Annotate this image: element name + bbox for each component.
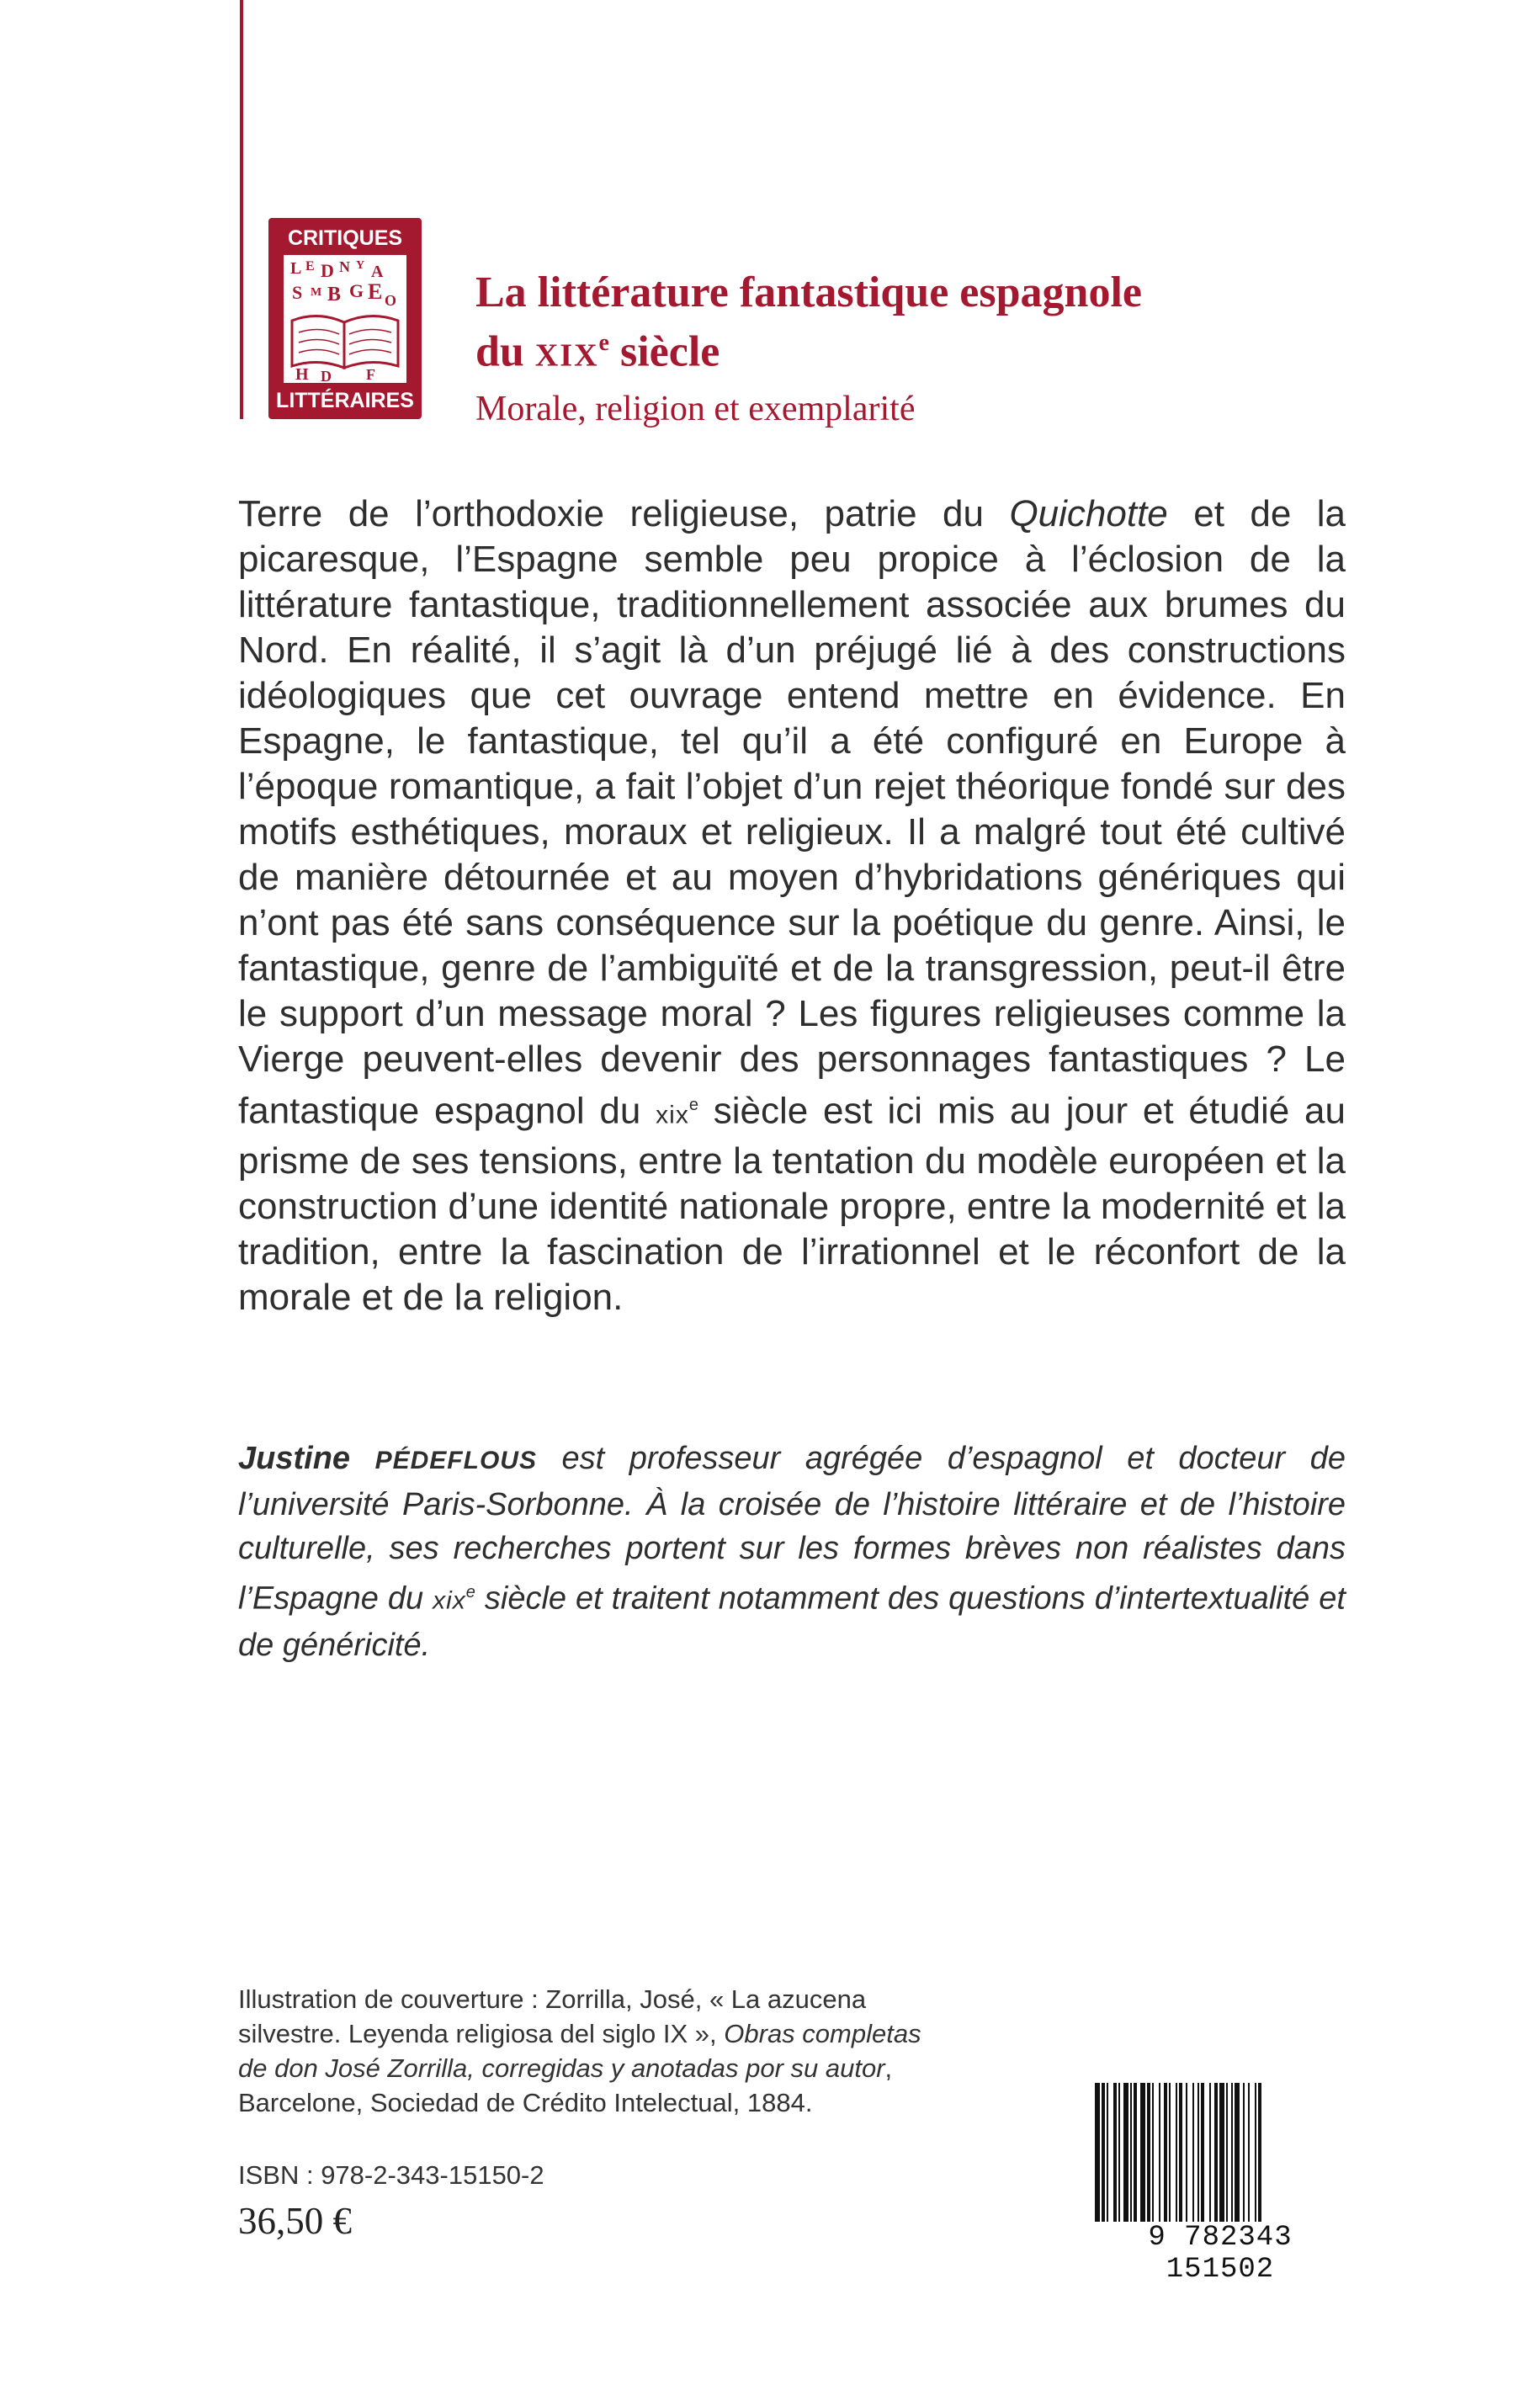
credit-text-1: Illustration de couverture : Zorrilla, José, « La azucena silvestre. Leyenda religiosa del siglo IX »,	[238, 1984, 867, 2048]
book-title-line1: La littérature fantastique espagnole	[475, 268, 1142, 316]
title-century: XIX	[534, 337, 599, 374]
svg-text:G: G	[349, 280, 364, 301]
svg-text:O: O	[385, 292, 397, 309]
title-siecle: siècle	[608, 327, 720, 376]
blurb-text-1: Terre de l’orthodoxie religieuse, patrie du	[238, 493, 1010, 534]
svg-text:D: D	[321, 368, 332, 383]
bio-century-sup: e	[465, 1583, 475, 1602]
svg-text:Y: Y	[356, 259, 365, 272]
author-name	[238, 1441, 537, 1476]
svg-text:F: F	[366, 366, 375, 383]
blurb-text-2: et de la picaresque, l’Espagne semble peu propice à l’éclosion de la littérature fantastique, traditionnellement associée aux brumes du Nord. En réalité, il s’agit là d’un préjugé lié à des constructions idéologiques que cet ouvrage entend mettre en évidence. En Espagne, le fantastique, tel qu’il a été configuré en Europe à l’époque romantique, a fait l’objet d’un rejet théorique fondé sur des motifs esthétiques, moraux et religieux. Il a malgré tout été cultivé de manière détournée et au moyen d’hybridations génériques qui n’ont pas été sans conséquence sur la poétique du genre. Ainsi, le fantastique, genre de l’ambiguïté et de la transgression, peut-il être le support d’un message moral ? Les figures religieuses comme la Vierge peuvent-elles devenir des personnages fantastiques ? Le fantastique espagnol du	[238, 493, 1346, 1132]
back-cover-blurb	[238, 491, 1346, 1320]
svg-text:E: E	[368, 279, 383, 304]
logo-top-text: CRITIQUES	[287, 226, 403, 250]
title-du: du	[475, 327, 535, 376]
svg-text:E: E	[305, 259, 315, 274]
collection-logo	[268, 218, 422, 419]
credit-italic: Obras completas de don José Zorrilla, corregidas y anotadas por su autor	[238, 2019, 921, 2083]
logo-bottom-text: LITTÉRAIRES	[276, 389, 414, 412]
svg-text:S: S	[292, 282, 303, 303]
bio-text-2: siècle et traitent notamment des questions d’intertextualité et de généricité.	[238, 1580, 1346, 1663]
cover-illustration-credit	[238, 1982, 945, 2120]
svg-text:M: M	[311, 286, 322, 299]
author-first-name: Justine	[238, 1441, 375, 1476]
open-book-icon	[284, 255, 406, 383]
bio-text-1: est professeur agrégée d’espagnol et docteur de l’université Paris-Sorbonne. À la croisée de l’histoire littéraire et de l’histoire culturelle, ses recherches portent sur les formes brèves non réalistes dans l’Espagne du	[238, 1441, 1346, 1617]
svg-text:A: A	[371, 263, 384, 281]
blurb-century-sup: e	[688, 1096, 698, 1114]
book-subtitle: Morale, religion et exemplarité	[475, 390, 916, 429]
isbn: ISBN : 978-2-343-15150-2	[238, 2160, 544, 2190]
blurb-century: xix	[656, 1101, 689, 1129]
bio-century: xix	[433, 1586, 466, 1615]
svg-text:D: D	[321, 260, 334, 281]
svg-text:N: N	[339, 258, 350, 275]
blurb-text-3: siècle est ici mis au jour et étudié au prisme de ses tensions, entre la tentation du modèle européen et la construction d’une identité nationale propre, entre la modernité et la tradition, entre la fascination de l’irrationnel et le réconfort de la morale et de la religion.	[238, 1090, 1346, 1318]
svg-text:B: B	[327, 284, 342, 305]
spine-accent-line	[240, 0, 243, 419]
author-bio	[238, 1437, 1346, 1667]
author-last-name: PÉDEFLOUS	[374, 1447, 537, 1474]
credit-text-2: , Barcelone, Sociedad de Crédito Intelectual, 1884.	[238, 2053, 893, 2117]
title-century-sup: e	[598, 330, 609, 356]
book-title-block	[475, 268, 1142, 434]
svg-text:L: L	[290, 259, 302, 278]
blurb-quichotte: Quichotte	[1009, 493, 1168, 534]
barcode-digits: 9 782343 151502	[1086, 2222, 1355, 2286]
price: 36,50 €	[238, 2200, 352, 2242]
svg-text:H: H	[295, 365, 309, 383]
book-title-line2	[475, 318, 1142, 380]
